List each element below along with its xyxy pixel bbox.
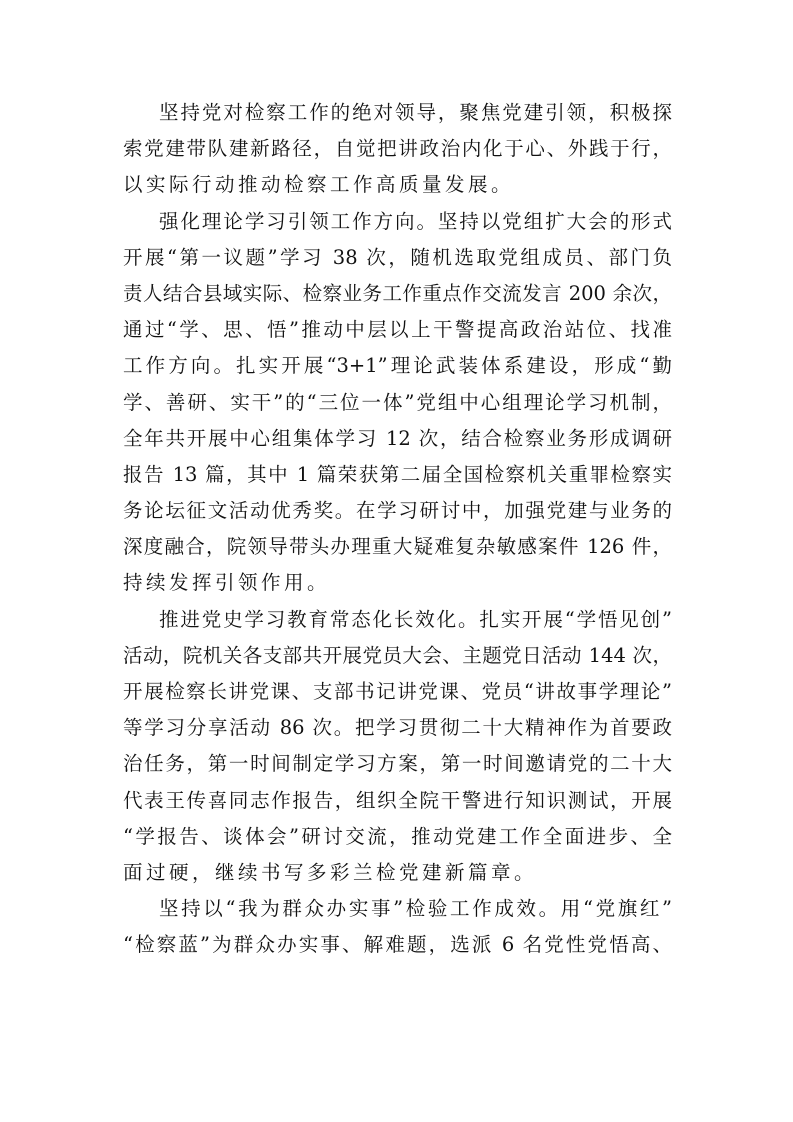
text-line: 索党建带队建新路径，自觉把讲政治内化于心、外践于行， [123,137,672,161]
text-line: “检察蓝”为群众办实事、解难题，选派 6 名党性党悟高、 [123,933,672,957]
text-line: 报告 13 篇，其中 1 篇荣获第二届全国检察机关重罪检察实 [123,462,672,486]
text-line: 治任务，第一时间制定学习方案，第一时间邀请党的二十大 [123,752,672,776]
text-line: 面过硬，继续书写多彩兰检党建新篇章。 [123,860,538,884]
text-line: 推进党史学习教育常态化长效化。扎实开展“学悟见创” [159,607,672,631]
document-page [123,95,672,964]
text-line: 工作方向。扎实开展“3+1”理论武装体系建设，形成“勤 [123,354,672,378]
paragraph [123,891,672,963]
text-line: 等学习分享活动 86 次。把学习贯彻二十大精神作为首要政 [123,716,672,740]
text-line: 代表王传喜同志作报告，组织全院干警进行知识测试，开展 [123,788,672,812]
text-line: 通过“学、思、悟”推动中层以上干警提高政治站位、找准 [123,318,672,342]
paragraph [123,204,672,602]
text-line: 深度融合，院领导带头办理重大疑难复杂敏感案件 126 件， [123,535,672,559]
paragraph [123,95,672,204]
paragraph [123,602,672,892]
text-line: 开展检察长讲党课、支部书记讲党课、党员“讲故事学理论” [123,680,672,703]
text-line: 责人结合县域实际、检察业务工作重点作交流发言 200 余次， [123,281,672,305]
text-line: 全年共开展中心组集体学习 12 次，结合检察业务形成调研 [123,426,672,450]
text-line: 持续发挥引领作用。 [123,571,331,595]
text-line: 强化理论学习引领工作方向。坚持以党组扩大会的形式 [159,209,672,233]
text-line: 务论坛征文活动优秀奖。在学习研讨中，加强党建与业务的 [123,499,672,523]
text-line: “学报告、谈体会”研讨交流，推动党建工作全面进步、全 [123,824,672,848]
text-line: 以实际行动推动检察工作高质量发展。 [123,173,515,197]
text-line: 坚持党对检察工作的绝对领导，聚焦党建引领，积极探 [159,101,672,124]
text-line: 活动，院机关各支部共开展党员大会、主题党日活动 144 次， [123,643,672,667]
text-line: 坚持以“我为群众办实事”检验工作成效。用“党旗红” [159,897,672,921]
text-line: 学、善研、实干”的“三位一体”党组中心组理论学习机制， [123,390,672,414]
text-line: 开展“第一议题”学习 38 次，随机选取党组成员、部门负 [123,245,672,269]
